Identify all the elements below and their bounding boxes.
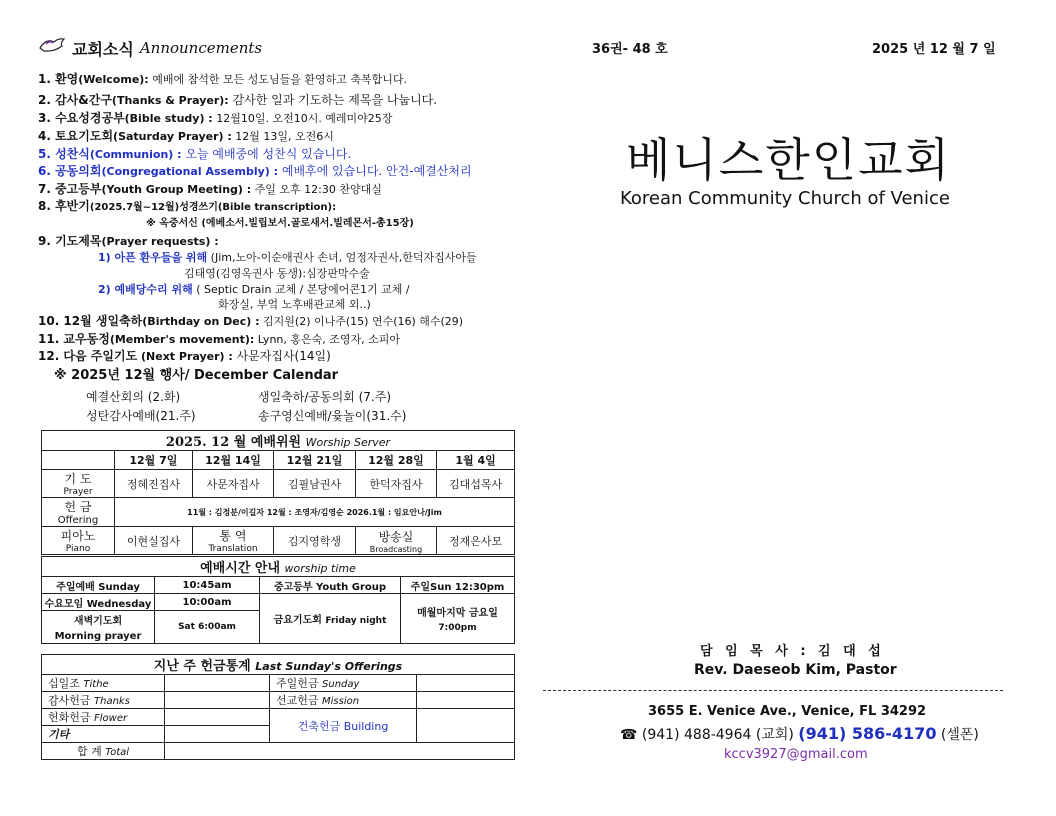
sunday-service: 주일예배 Sunday — [42, 577, 155, 594]
server-cell: 사문자집사 — [192, 470, 273, 498]
server-cell: 정혜진집사 — [115, 470, 193, 498]
dove-icon — [38, 36, 66, 60]
wednesday-meeting: 수요모임 Wednesday — [42, 594, 155, 611]
church-name-kr: 베니스한인교회 — [626, 133, 952, 187]
offerings-title: 지난 주 헌금통계 Last Sunday's Offerings — [42, 655, 515, 675]
dawn-time: Sat 6:00am — [155, 611, 260, 644]
mission-label: 선교헌금 Mission — [270, 692, 417, 709]
date-header: 12월 28일 — [355, 451, 436, 470]
volume-number: 36권- 48 호 — [592, 42, 668, 57]
announcement-item: 9. 기도제목(Prayer requests) : — [38, 234, 219, 248]
announcement-item: 4. 토요기도회(Saturday Prayer) : 12월 13일, 오전6시 — [38, 129, 334, 143]
church-email[interactable]: kccv3927@gmail.com — [724, 747, 868, 762]
announcements-heading — [38, 36, 262, 60]
tithe-label: 십일조 Tithe — [42, 675, 165, 692]
announcement-item: 8. 후반기(2025.7월~12월)성경쓰기(Bible transcription): — [38, 199, 337, 213]
offerings-table — [41, 654, 515, 760]
worship-time-table — [41, 556, 515, 644]
announcement-item: 12. 다음 주일기도 (Next Prayer) : 사문자집사(14일) — [38, 349, 331, 363]
phone-icon: ☎ — [620, 727, 638, 743]
church-address: 3655 E. Venice Ave., Venice, FL 34292 — [648, 704, 927, 719]
offering-servers: 11월 : 김정분/이길자 12월 : 조영자/김영순 2026.1월 : 임요안나/Jim — [115, 498, 515, 527]
date-header: 12월 21일 — [274, 451, 355, 470]
date-header: 1월 4일 — [437, 451, 515, 470]
building-label: 건축헌금 Building — [270, 709, 417, 743]
worship-server-table — [41, 430, 515, 555]
server-cell: 한덕자집사 — [355, 470, 436, 498]
translation-cell: 통 역 Translation — [192, 527, 273, 555]
server-cell: 정재은사모 — [437, 527, 515, 555]
announcement-item: 5. 성찬식(Communion) : 오늘 예배중에 성찬식 있습니다. — [38, 147, 352, 161]
bulletin-date: 2025 년 12 월 7 일 — [872, 42, 996, 57]
date-header: 12월 7일 — [115, 451, 193, 470]
server-cell: 김대섭목사 — [437, 470, 515, 498]
cell-phone[interactable]: (941) 586-4170 — [798, 724, 937, 743]
announcements-title-en: Announcements — [139, 39, 263, 57]
sunday-offering-label: 주일헌금 Sunday — [270, 675, 417, 692]
worship-server-title: 2025. 12 월 예배위원 Worship Server — [42, 431, 515, 451]
announcement-item: 7. 중고등부(Youth Group Meeting) : 주일 오후 12:30 찬양대실 — [38, 182, 382, 196]
announcement-item: 6. 공동의회(Congregational Assembly) : 예배후에 있습니다. 안건-예결산처리 — [38, 164, 472, 178]
bible-transcription-books: ※ 옥중서신 (에베소서.빌립보서.골로새서.빌레몬서-총15장) — [146, 218, 414, 229]
prayer-request-cont: 화장실, 부엌 노후배관교체 외..) — [218, 298, 371, 311]
calendar-heading: ※ 2025년 12월 행사/ December Calendar — [54, 368, 339, 383]
thanks-label: 감사헌금 Thanks — [42, 692, 165, 709]
dawn-prayer: 새벽기도회 Morning prayer — [42, 611, 155, 644]
prayer-request: 1) 아픈 환우들을 위해 (Jim,노아-이순애권사 손녀, 엄정자권사,한덕자집사아들 — [98, 251, 477, 264]
flower-label: 헌화헌금 Flower — [42, 709, 165, 726]
announcements-title-kr: 교회소식 — [72, 39, 134, 59]
last-friday: 매월마지막 금요일 7:00pm — [401, 594, 515, 644]
friday-prayer: 금요기도회 Friday night — [260, 594, 401, 644]
announcement-item: 2. 감사&간구(Thanks & Prayer): 감사한 일과 기도하는 제목을 나눕니다. — [38, 93, 438, 107]
wednesday-time: 10:00am — [155, 594, 260, 611]
broadcasting-cell: 방송실 Broadcasting — [355, 527, 436, 555]
role-prayer: 기 도 Prayer — [42, 470, 115, 498]
youth-group: 중고등부 Youth Group — [260, 577, 401, 594]
etc-label: 기타 — [42, 726, 165, 743]
role-offering: 헌 금 Offering — [42, 498, 115, 527]
prayer-request-cont: 김태영(김영옥권사 동생):심장판막수술 — [184, 267, 370, 280]
calendar-event: 송구영신예배/윷놀이(31.수) — [258, 409, 407, 423]
announcement-item: 10. 12월 생일축하(Birthday on Dec) : 김지원(2) 이나주(15) 연수(16) 해수(29) — [38, 314, 464, 328]
church-phone: ☎ (941) 488-4964 (교회) (941) 586-4170 (셀폰) — [620, 724, 979, 743]
server-cell: 김필남권사 — [274, 470, 355, 498]
worship-time-title: 예배시간 안내 worship time — [42, 557, 515, 577]
announcement-item: 11. 교우동정(Member's movement): Lynn, 홍은숙, 조영자, 소피아 — [38, 332, 400, 346]
church-name-en: Korean Community Church of Venice — [620, 188, 950, 209]
total-label: 합 계 Total — [42, 743, 165, 760]
youth-time: 주일Sun 12:30pm — [401, 577, 515, 594]
calendar-event: 예결산회의 (2.화) — [86, 390, 181, 404]
date-header: 12월 14일 — [192, 451, 273, 470]
calendar-event: 생일축하/공동의회 (7.주) — [258, 390, 391, 404]
role-piano: 피아노 Piano — [42, 527, 115, 555]
pastor-kr: 담 임 목 사 : 김 대 섭 — [700, 644, 885, 659]
server-cell: 이현실집사 — [115, 527, 193, 555]
calendar-event: 성탄감사예배(21.주) — [86, 409, 196, 423]
sunday-time: 10:45am — [155, 577, 260, 594]
server-cell: 김지영학생 — [274, 527, 355, 555]
divider — [543, 690, 1003, 691]
announcement-item: 3. 수요성경공부(Bible study) : 12월10일. 오전10시. 예레미야25장 — [38, 111, 393, 125]
prayer-request: 2) 예배당수리 위해 ( Septic Drain 교체 / 본당에어콘1기 교체 / — [98, 283, 410, 296]
pastor-en: Rev. Daeseob Kim, Pastor — [694, 662, 897, 678]
announcement-item: 1. 환영(Welcome): 예배에 참석한 모든 성도님들을 환영하고 축복합니다. — [38, 72, 407, 86]
